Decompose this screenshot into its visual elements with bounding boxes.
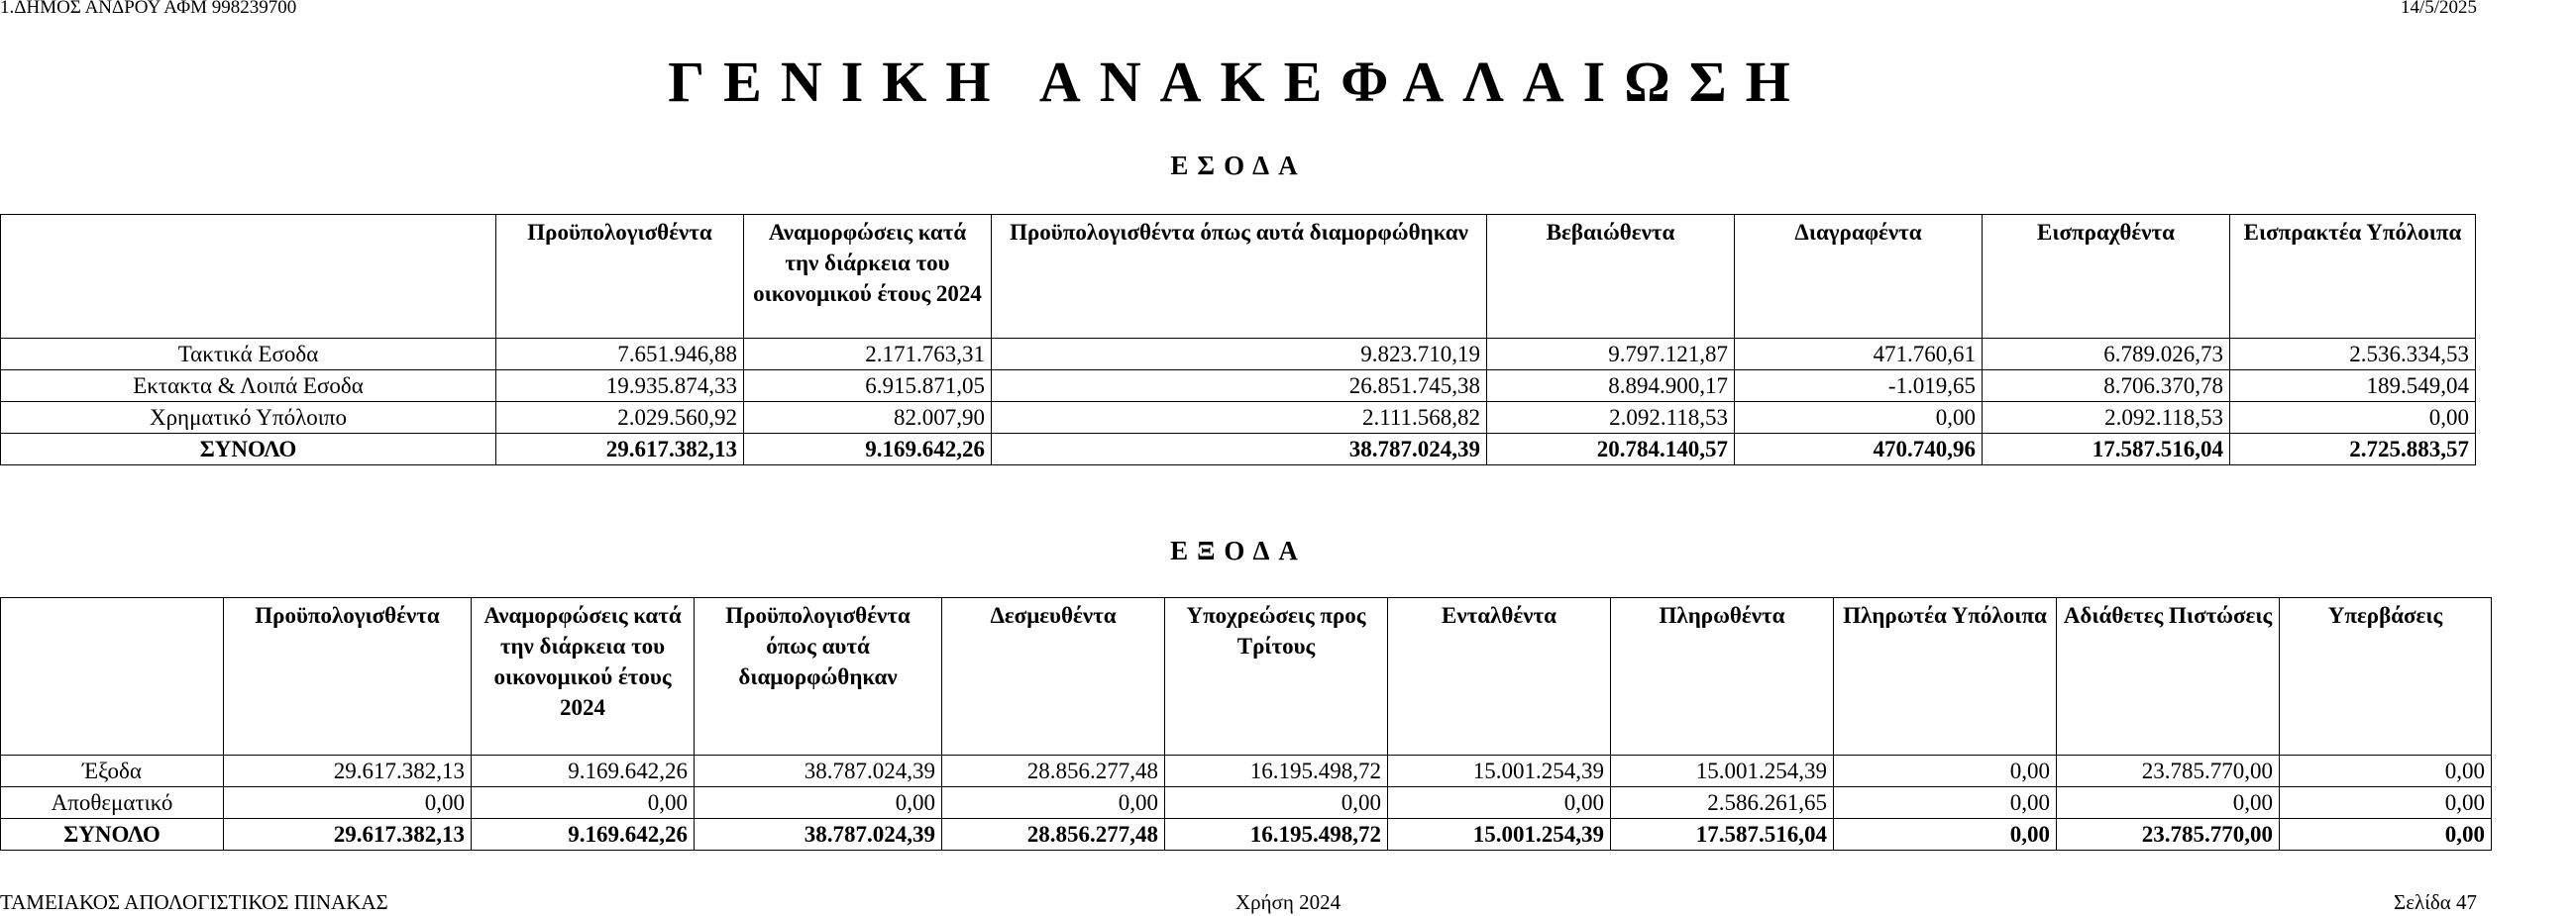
table-cell: 0,00 <box>1165 787 1388 819</box>
row-label: Χρηματικό Υπόλοιπο <box>1 402 496 434</box>
table-cell: 6.915.871,05 <box>744 370 992 402</box>
table-cell: 189.549,04 <box>2230 370 2476 402</box>
table-cell: 8.894.900,17 <box>1487 370 1735 402</box>
table-row <box>1 339 2476 370</box>
column-header: Προϋπολογισθέντα όπως αυτά διαμορφώθηκαν <box>992 215 1487 339</box>
report-date: 14/5/2025 <box>2400 0 2477 18</box>
column-header: Δεσμευθέντα <box>942 598 1165 756</box>
column-header: Αναμορφώσεις κατά την διάρκεια του οικονομικού έτους 2024 <box>472 598 695 756</box>
table-cell: 38.787.024,39 <box>695 756 942 787</box>
table-cell: 9.169.642,26 <box>472 756 695 787</box>
table-row <box>1 756 2492 787</box>
table-cell: 0,00 <box>2280 787 2492 819</box>
row-label: Εκτακτα & Λοιπά Εσοδα <box>1 370 496 402</box>
table-cell: 17.587.516,04 <box>1611 819 1834 851</box>
column-header: Αδιάθετες Πιστώσεις <box>2057 598 2280 756</box>
table-cell: 0,00 <box>2230 402 2476 434</box>
table-cell: 16.195.498,72 <box>1165 756 1388 787</box>
column-header <box>1 215 496 339</box>
table-cell: 9.797.121,87 <box>1487 339 1735 370</box>
expenses-table-header <box>1 598 2492 756</box>
revenue-section-title: ΕΣΟΔΑ <box>1170 151 1307 180</box>
table-cell: 471.760,61 <box>1735 339 1983 370</box>
column-header: Πληρωθέντα <box>1611 598 1834 756</box>
table-cell: 0,00 <box>1834 819 2057 851</box>
table-cell: 0,00 <box>2280 819 2492 851</box>
total-row <box>1 819 2492 851</box>
table-cell: 2.171.763,31 <box>744 339 992 370</box>
table-cell: 7.651.946,88 <box>496 339 744 370</box>
revenue-table-header <box>1 215 2476 339</box>
table-cell: 16.195.498,72 <box>1165 819 1388 851</box>
expenses-section-title: ΕΞΟΔΑ <box>1170 536 1307 565</box>
row-label: ΣΥΝΟΛΟ <box>1 819 224 851</box>
column-header: Υπερβάσεις <box>2280 598 2492 756</box>
table-cell: 0,00 <box>1735 402 1983 434</box>
row-label: ΣΥΝΟΛΟ <box>1 434 496 465</box>
table-row <box>1 370 2476 402</box>
table-cell: 2.111.568,82 <box>992 402 1487 434</box>
revenue-table <box>0 214 2476 465</box>
column-header: Αναμορφώσεις κατά την διάρκεια του οικονομικού έτους 2024 <box>744 215 992 339</box>
column-header: Προϋπολογισθέντα <box>496 215 744 339</box>
table-cell: 82.007,90 <box>744 402 992 434</box>
footer-page-number: Σελίδα 47 <box>2393 890 2477 914</box>
table-cell: 0,00 <box>2057 787 2280 819</box>
table-cell: 20.784.140,57 <box>1487 434 1735 465</box>
table-cell: 29.617.382,13 <box>224 819 472 851</box>
column-header: Εισπραχθέντα <box>1983 215 2230 339</box>
table-row <box>1 402 2476 434</box>
table-cell: 38.787.024,39 <box>695 819 942 851</box>
table-cell: 15.001.254,39 <box>1388 756 1611 787</box>
table-cell: 9.169.642,26 <box>744 434 992 465</box>
organization-header: 1.ΔΗΜΟΣ ΑΝΔΡΟΥ ΑΦΜ 998239700 <box>0 0 297 18</box>
table-cell: 0,00 <box>942 787 1165 819</box>
table-cell: 0,00 <box>2280 756 2492 787</box>
column-header <box>1 598 224 756</box>
expenses-table-body <box>1 756 2492 851</box>
table-cell: 2.725.883,57 <box>2230 434 2476 465</box>
table-cell: 470.740,96 <box>1735 434 1983 465</box>
table-cell: 9.823.710,19 <box>992 339 1487 370</box>
expenses-table <box>0 597 2492 851</box>
table-cell: 38.787.024,39 <box>992 434 1487 465</box>
table-cell: 29.617.382,13 <box>224 756 472 787</box>
table-cell: 0,00 <box>472 787 695 819</box>
footer-report-name: ΤΑΜΕΙΑΚΟΣ ΑΠΟΛΟΓΙΣΤΙΚΟΣ ΠΙΝΑΚΑΣ <box>0 890 388 914</box>
row-label: Αποθεματικό <box>1 787 224 819</box>
total-row <box>1 434 2476 465</box>
revenue-table-body <box>1 339 2476 465</box>
table-cell: 6.789.026,73 <box>1983 339 2230 370</box>
table-cell: 0,00 <box>1834 756 2057 787</box>
table-cell: 0,00 <box>1834 787 2057 819</box>
column-header: Υποχρεώσεις προς Τρίτους <box>1165 598 1388 756</box>
table-cell: 15.001.254,39 <box>1611 756 1834 787</box>
table-cell: 15.001.254,39 <box>1388 819 1611 851</box>
table-cell: 19.935.874,33 <box>496 370 744 402</box>
footer-fiscal-year: Χρήση 2024 <box>1234 890 1342 914</box>
table-cell: 23.785.770,00 <box>2057 756 2280 787</box>
table-cell: 0,00 <box>1388 787 1611 819</box>
table-cell: 9.169.642,26 <box>472 819 695 851</box>
table-cell: -1.019,65 <box>1735 370 1983 402</box>
row-label: Τακτικά Εσοδα <box>1 339 496 370</box>
table-cell: 26.851.745,38 <box>992 370 1487 402</box>
table-cell: 0,00 <box>695 787 942 819</box>
table-cell: 2.586.261,65 <box>1611 787 1834 819</box>
column-header: Προϋπολογισθέντα όπως αυτά διαμορφώθηκαν <box>695 598 942 756</box>
table-cell: 28.856.277,48 <box>942 819 1165 851</box>
table-cell: 28.856.277,48 <box>942 756 1165 787</box>
table-cell: 8.706.370,78 <box>1983 370 2230 402</box>
page-title: ΓΕΝΙΚΗ ΑΝΑΚΕΦΑΛΑΙΩΣΗ <box>668 50 1809 114</box>
column-header: Ενταλθέντα <box>1388 598 1611 756</box>
table-cell: 29.617.382,13 <box>496 434 744 465</box>
table-cell: 2.092.118,53 <box>1983 402 2230 434</box>
row-label: Έξοδα <box>1 756 224 787</box>
column-header: Διαγραφέντα <box>1735 215 1983 339</box>
table-cell: 2.536.334,53 <box>2230 339 2476 370</box>
column-header: Βεβαιώθεντα <box>1487 215 1735 339</box>
table-row <box>1 787 2492 819</box>
table-cell: 2.029.560,92 <box>496 402 744 434</box>
column-header: Εισπρακτέα Υπόλοιπα <box>2230 215 2476 339</box>
column-header: Προϋπολογισθέντα <box>224 598 472 756</box>
table-cell: 0,00 <box>224 787 472 819</box>
column-header: Πληρωτέα Υπόλοιπα <box>1834 598 2057 756</box>
table-cell: 17.587.516,04 <box>1983 434 2230 465</box>
table-cell: 2.092.118,53 <box>1487 402 1735 434</box>
table-cell: 23.785.770,00 <box>2057 819 2280 851</box>
